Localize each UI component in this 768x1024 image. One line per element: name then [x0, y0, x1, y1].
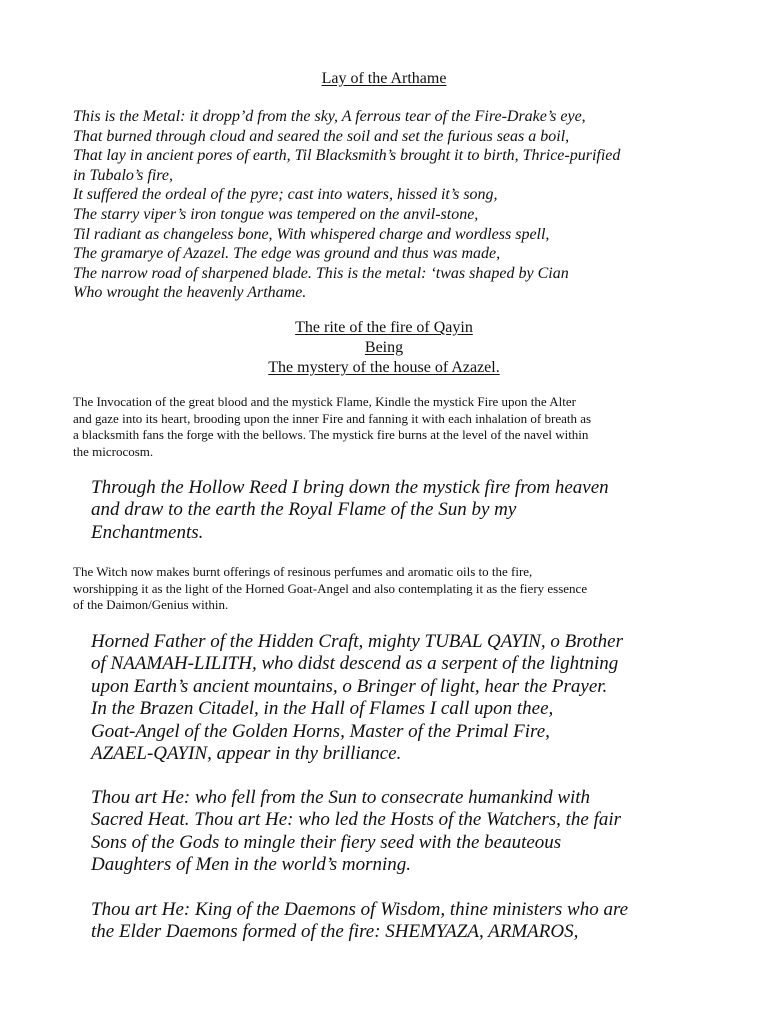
- hollow-reed-invocation: [91, 477, 711, 544]
- invocation-line: Through the Hollow Reed I bring down the mystick fire from heaven: [91, 477, 609, 498]
- poem-line: The starry viper’s iron tongue was tempered on the anvil-stone,: [73, 205, 479, 223]
- prayer-line: Goat-Angel of the Golden Horns, Master of the Primal Fire,: [91, 720, 550, 742]
- poem-line: The narrow road of sharpened blade. This is the metal: ‘twas shaped by Cian: [73, 264, 569, 282]
- page-title: Lay of the Arthame: [321, 70, 447, 87]
- rite-heading-line: The rite of the fire of Qayin: [295, 319, 473, 336]
- prayer-horned-father: [91, 631, 711, 765]
- arthame-poem: [73, 107, 713, 303]
- prose-line: the microcosm.: [73, 443, 154, 459]
- prose-line: of the Daimon/Genius within.: [73, 597, 229, 612]
- prayer-thou-art-he-king: [91, 899, 711, 944]
- offering-instructions: [73, 564, 703, 614]
- invocation-line: and draw to the earth the Royal Flame of the Sun by my: [91, 499, 517, 521]
- prayer-line: Daughters of Men in the world’s morning.: [91, 854, 412, 876]
- prayer-line: of NAAMAH-LILITH, who didst descend as a serpent of the lightning: [91, 653, 619, 675]
- poem-line: That lay in ancient pores of earth, Til Blacksmith’s brought it to birth, Thrice-purified: [73, 147, 621, 165]
- prose-line: and gaze into its heart, brooding upon the inner Fire and fanning it with each inhalation of breath as: [73, 410, 592, 426]
- prayer-line: upon Earth’s ancient mountains, o Bringer of light, hear the Prayer.: [91, 675, 608, 697]
- prayer-line: Horned Father of the Hidden Craft, mighty TUBAL QAYIN, o Brother: [91, 631, 623, 652]
- prayer-line: Thou art He: who fell from the Sun to consecrate humankind with: [91, 787, 591, 808]
- poem-line: Who wrought the heavenly Arthame.: [73, 284, 307, 302]
- poem-line: It suffered the ordeal of the pyre; cast into waters, hissed it’s song,: [73, 186, 498, 204]
- poem-line: The gramarye of Azazel. The edge was ground and thus was made,: [73, 245, 501, 263]
- prayer-line: the Elder Daemons formed of the fire: SHEMYAZA, ARMAROS,: [91, 921, 579, 943]
- prayer-line: Sons of the Gods to mingle their fiery seed with the beauteous: [91, 831, 562, 853]
- prayer-thou-art-he-sun: [91, 787, 711, 877]
- invocation-instructions: [73, 394, 703, 460]
- prose-line: The Witch now makes burnt offerings of resinous perfumes and aromatic oils to the fire,: [73, 564, 533, 579]
- poem-line: in Tubalo’s fire,: [73, 166, 174, 184]
- prose-line: worshipping it as the light of the Horned Goat-Angel and also contemplating it as the fiery essence: [73, 580, 588, 596]
- prayer-line: In the Brazen Citadel, in the Hall of Flames I call upon thee,: [91, 698, 554, 720]
- rite-heading-line: The mystery of the house of Azazel.: [268, 359, 500, 376]
- prayer-line: Thou art He: King of the Daemons of Wisdom, thine ministers who are: [91, 899, 629, 920]
- invocation-line: Enchantments.: [91, 521, 204, 543]
- prose-line: The Invocation of the great blood and the mystick Flame, Kindle the mystick Fire upon the Alter: [73, 394, 576, 409]
- prose-line: a blacksmith fans the forge with the bellows. The mystick fire burns at the level of the navel within: [73, 427, 589, 442]
- rite-heading: [0, 318, 768, 378]
- poem-line: That burned through cloud and seared the soil and set the furious seas a boil,: [73, 127, 570, 145]
- prayer-line: AZAEL-QAYIN, appear in thy brilliance.: [91, 743, 402, 765]
- poem-line: Til radiant as changeless bone, With whispered charge and wordless spell,: [73, 225, 550, 243]
- rite-heading-line: Being: [364, 339, 404, 356]
- prayer-line: Sacred Heat. Thou art He: who led the Hosts of the Watchers, the fair: [91, 809, 622, 831]
- poem-line: This is the Metal: it dropp’d from the sky, A ferrous tear of the Fire-Drake’s eye,: [73, 108, 586, 125]
